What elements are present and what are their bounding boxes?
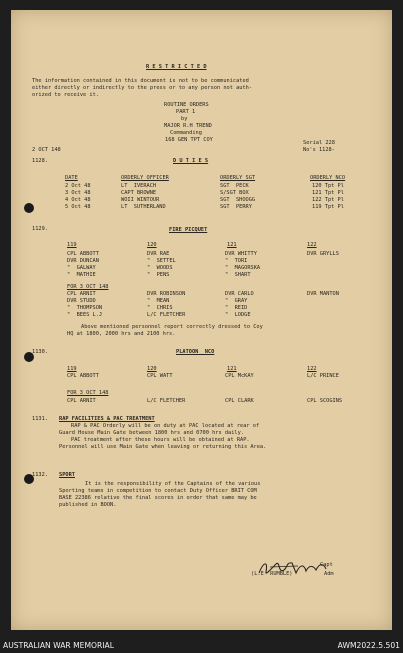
ref-1131: 1131.: [32, 416, 48, 422]
duties-header-sgt: ORDERLY SGT: [220, 175, 256, 181]
serial-number: Serial 228: [303, 140, 335, 146]
platoon-nco: CPL ARNIT: [67, 398, 96, 404]
sport-line-2: Sporting teams in competition to contact Duty Officer BRIT COM: [59, 488, 257, 494]
ref-1130: 1130.: [32, 349, 48, 355]
fire-name: " PENS: [147, 272, 170, 278]
duty-officer: CAPT BROWNE: [121, 190, 157, 196]
ref-1128: 1128.: [32, 158, 48, 164]
ref-1132: 1132.: [32, 472, 48, 478]
platoon-nco: CPL SCOGINS: [307, 398, 343, 404]
fire-name: " THOMPSON: [67, 305, 103, 311]
fire-name: " GRAY: [225, 298, 248, 304]
signature-rank: Capt: [320, 562, 333, 568]
fire-name: " BEES L.J: [67, 312, 103, 318]
fire-name: " CHRIS: [147, 305, 173, 311]
platoon-nco: CPL WATT: [147, 373, 173, 379]
duty-officer: WOII WINTOUR: [121, 197, 160, 203]
fire-name: " MEAN: [147, 298, 170, 304]
platoon-col-120: 120: [147, 366, 157, 372]
title-line-6: 168 GEN TPT COY: [165, 137, 213, 143]
duty-nco: 122 Tpt Pl: [312, 197, 344, 203]
title-line-2: PART 1: [176, 109, 196, 115]
signature-name: (L.E RUMBLE): [251, 571, 293, 577]
fire-name: DVR ROBINSON: [147, 291, 186, 297]
platoon-for-date: FOR 3 OCT 148: [67, 390, 109, 396]
duty-nco: 119 Tpt Pl: [312, 204, 344, 210]
fire-name: " REID: [225, 305, 248, 311]
sport-line-3: BASE 22386 relative the final scores in order that same may be: [59, 495, 257, 501]
sport-line-1: It is the responsibility of the Captains of the various: [85, 481, 261, 487]
fire-name: DVR GRYLLS: [307, 251, 339, 257]
title-line-5: Commanding: [170, 130, 202, 136]
fire-picquet-heading: FIRE PICQUET: [169, 227, 208, 233]
duty-officer: LT SUTHERLAND: [121, 204, 166, 210]
duty-officer: LT IVERACH: [121, 183, 157, 189]
notice-line-3: orized to receive it.: [32, 92, 99, 98]
duties-header-officer: ORDERLY OFFICER: [121, 175, 169, 181]
fire-name: DVR DUNCAN: [67, 258, 99, 264]
rap-line-4: Personnel will use Main Gate when leaving or returning this Area.: [59, 444, 267, 450]
rap-line-3: PAC treatment after these hours will be obtained at RAP.: [71, 437, 250, 443]
title-line-4: MAJOR R.H TREND: [164, 123, 212, 129]
duty-sgt: SGT PERRY: [220, 204, 252, 210]
order-numbers: No's 1128-: [303, 147, 335, 153]
title-line-3: by: [181, 116, 188, 122]
classification-heading: R E S T R I C T E D: [146, 64, 207, 70]
fire-name: DVR MANTON: [307, 291, 339, 297]
platoon-col-122: 122: [307, 366, 317, 372]
fire-name: L/C FLETCHER: [147, 312, 186, 318]
fire-name: " TORI: [225, 258, 248, 264]
sport-line-4: published in BOON.: [59, 502, 117, 508]
sport-heading: SPORT: [59, 472, 75, 478]
rap-heading: RAP FACILITIES & PAC TREATMENT: [59, 416, 155, 422]
fire-col-121: 121: [227, 242, 237, 248]
duty-sgt: SGT SHOOGG: [220, 197, 256, 203]
duties-heading: D U T I E S: [173, 158, 209, 164]
fire-name: " MAGORSKA: [225, 265, 261, 271]
duties-header-date: DATE: [65, 175, 78, 181]
duties-header-nco: ORDERLY NCO: [310, 175, 346, 181]
duty-date: 5 Oct 48: [65, 204, 91, 210]
title-line-1: ROUTINE ORDERS: [164, 102, 209, 108]
platoon-nco: CPL McKAY: [225, 373, 254, 379]
fire-col-122: 122: [307, 242, 317, 248]
fire-name: CPL ARNIT: [67, 291, 96, 297]
rap-line-2: Guard House Main Gate between 1800 hrs and 0700 hrs daily.: [59, 430, 244, 436]
duty-date: 3 Oct 48: [65, 190, 91, 196]
platoon-nco: L/C FLETCHER: [147, 398, 186, 404]
document-page: [11, 10, 392, 630]
order-date: 2 OCT 148: [32, 147, 61, 153]
fire-col-120: 120: [147, 242, 157, 248]
ref-1129: 1129.: [32, 226, 48, 232]
fire-name: " SETTEL: [147, 258, 176, 264]
duty-sgt: SGT PECK: [220, 183, 249, 189]
notice-line-2: either directly or indirectly to the press or to any person not auth-: [32, 85, 253, 91]
notice-line-1: The information contained in this document is not to be communicated: [32, 78, 249, 84]
duty-sgt: S/SGT BOX: [220, 190, 249, 196]
duty-nco: 120 Tpt Pl: [312, 183, 344, 189]
fire-col-119: 119: [67, 242, 77, 248]
duty-date: 4 Oct 48: [65, 197, 91, 203]
platoon-nco: CPL ABBOTT: [67, 373, 99, 379]
fire-name: CPL ABBOTT: [67, 251, 99, 257]
rap-line-1: RAP & PAC Orderly will be on duty at PAC located at rear of: [71, 423, 260, 429]
signature-role: Adm: [324, 571, 334, 577]
fire-for-date: FOR 3 OCT 148: [67, 284, 109, 290]
duty-nco: 121 Tpt Pl: [312, 190, 344, 196]
fire-name: " WOODS: [147, 265, 173, 271]
fire-note-2: HQ at 1800, 2000 hrs and 2100 hrs.: [67, 331, 176, 337]
fire-name: DVR STUDD: [67, 298, 96, 304]
platoon-col-121: 121: [227, 366, 237, 372]
fire-name: DVR RAE: [147, 251, 170, 257]
duty-date: 2 Oct 48: [65, 183, 91, 189]
fire-name: " SHART: [225, 272, 251, 278]
fire-name: " MATHIE: [67, 272, 96, 278]
fire-note-1: Above mentioned personnel report correctly dressed to Coy: [81, 324, 263, 330]
footer-accession: AWM2022.5.501: [337, 641, 400, 650]
fire-name: " GALWAY: [67, 265, 96, 271]
platoon-nco-heading: PLATOON NCO: [176, 349, 215, 355]
platoon-col-119: 119: [67, 366, 77, 372]
fire-name: DVR WHITTY: [225, 251, 257, 257]
fire-name: DVR CARLO: [225, 291, 254, 297]
platoon-nco: L/C PRINCE: [307, 373, 339, 379]
fire-name: " LODGE: [225, 312, 251, 318]
punch-hole-top: [24, 203, 34, 213]
platoon-nco: CPL CLARK: [225, 398, 254, 404]
footer-credit: AUSTRALIAN WAR MEMORIAL: [3, 641, 114, 650]
